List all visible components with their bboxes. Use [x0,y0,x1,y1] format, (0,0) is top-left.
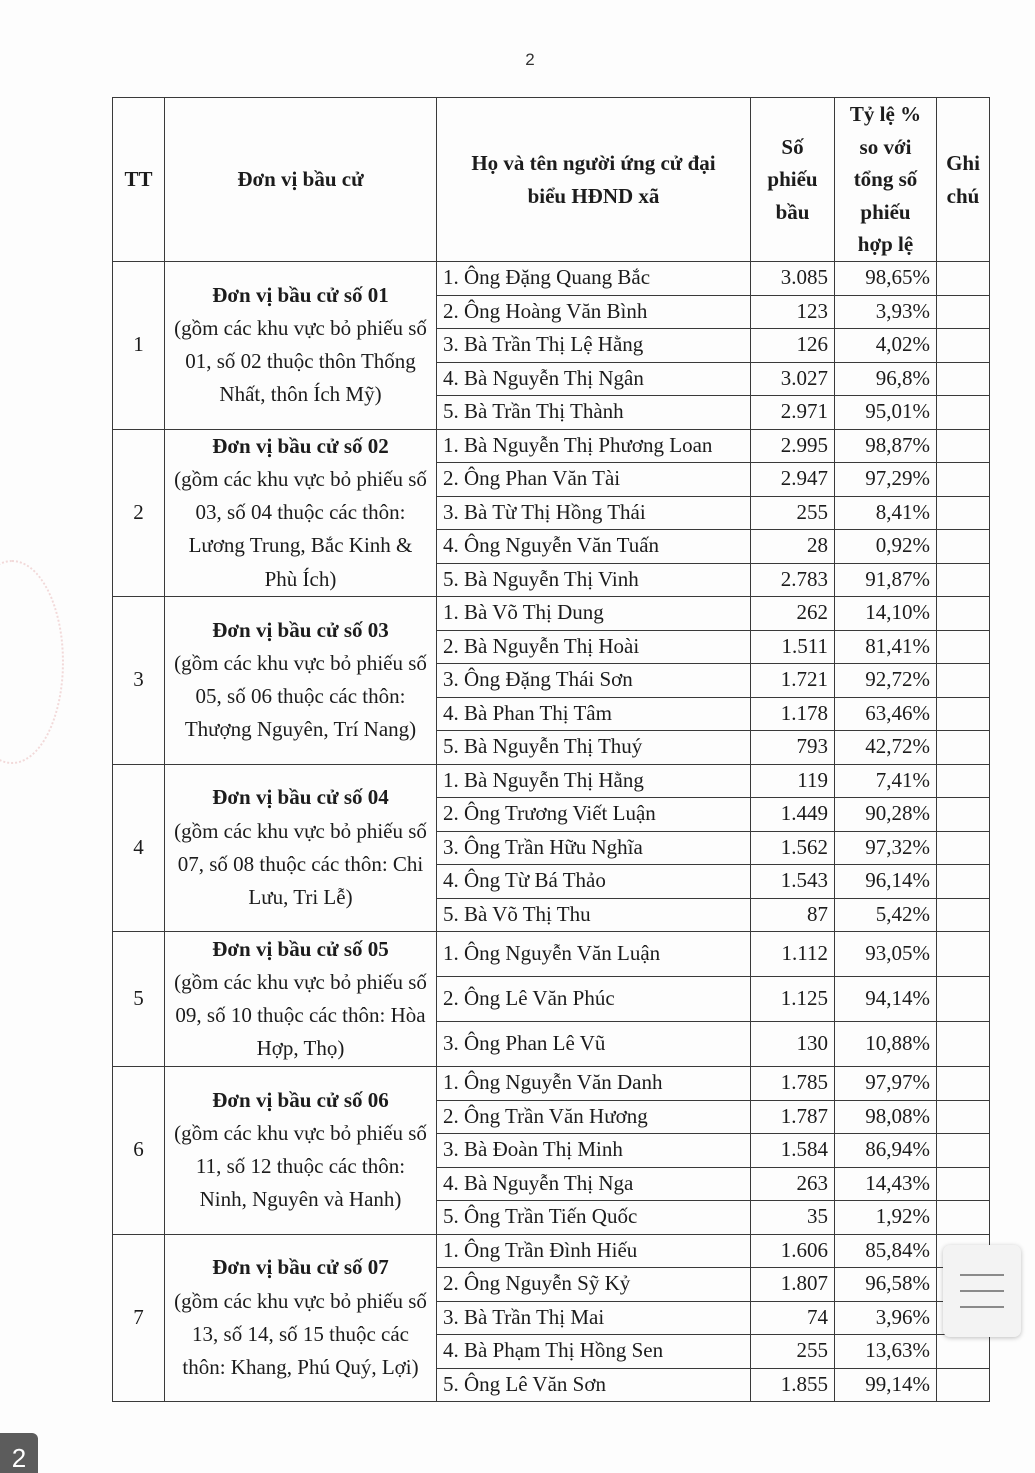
electoral-unit-title: Đơn vị bầu cử số 01 [212,282,389,307]
vote-percentage: 3,93% [835,295,937,329]
vote-count: 793 [751,731,835,765]
vote-count: 1.785 [751,1067,835,1101]
vote-percentage: 90,28% [835,798,937,832]
red-stamp-mark [0,560,64,764]
electoral-unit-description: (gồm các khu vực bỏ phiếu số 03, số 04 thuộc các thôn: Lương Trung, Bắc Kinh & Phù Ích) [174,466,427,591]
vote-percentage: 14,10% [835,597,937,631]
candidate-name: 2. Ông Hoàng Văn Bình [437,295,751,329]
vote-percentage: 14,43% [835,1167,937,1201]
electoral-unit-title: Đơn vị bầu cử số 06 [212,1087,389,1112]
candidate-name: 2. Ông Nguyễn Sỹ Kỷ [437,1268,751,1302]
vote-percentage: 91,87% [835,563,937,597]
candidate-name: 3. Bà Trần Thị Mai [437,1301,751,1335]
vote-count: 1.721 [751,664,835,698]
vote-percentage: 97,32% [835,831,937,865]
note-cell [937,1201,990,1235]
note-cell [937,1100,990,1134]
note-cell [937,329,990,363]
candidate-name: 3. Bà Từ Thị Hồng Thái [437,496,751,530]
vote-count: 1.584 [751,1134,835,1168]
electoral-unit [165,597,437,765]
vote-count: 28 [751,530,835,564]
menu-line-icon [960,1290,1004,1292]
candidate-name: 5. Bà Trần Thị Thành [437,396,751,430]
vote-count: 1.543 [751,865,835,899]
table-row [113,1067,990,1101]
vote-count: 87 [751,898,835,932]
candidate-name: 4. Bà Nguyễn Thị Nga [437,1167,751,1201]
vote-count: 1.562 [751,831,835,865]
note-cell [937,1067,990,1101]
candidate-name: 2. Bà Nguyễn Thị Hoài [437,630,751,664]
row-number: 7 [113,1234,165,1402]
vote-count: 2.995 [751,429,835,463]
vote-count: 1.606 [751,1234,835,1268]
candidate-name: 1. Ông Nguyễn Văn Luận [437,932,751,977]
note-cell [937,865,990,899]
candidate-name: 1. Ông Trần Đình Hiếu [437,1234,751,1268]
candidate-name: 2. Ông Phan Văn Tài [437,463,751,497]
row-number: 6 [113,1067,165,1235]
vote-percentage: 1,92% [835,1201,937,1235]
candidate-name: 5. Bà Nguyễn Thị Thuý [437,731,751,765]
electoral-unit [165,1234,437,1402]
vote-percentage: 63,46% [835,697,937,731]
note-cell [937,563,990,597]
vote-percentage: 95,01% [835,396,937,430]
page-number: 2 [525,50,535,69]
note-cell [937,664,990,698]
menu-line-icon [960,1306,1004,1308]
vote-count: 1.178 [751,697,835,731]
table-row [113,597,990,631]
row-number: 2 [113,429,165,597]
vote-percentage: 3,96% [835,1301,937,1335]
table-row [113,429,990,463]
candidate-name: 1. Bà Võ Thị Dung [437,597,751,631]
row-number: 3 [113,597,165,765]
electoral-unit-description: (gồm các khu vực bỏ phiếu số 07, số 08 thuộc các thôn: Chi Lưu, Tri Lễ) [174,818,427,909]
candidate-name: 3. Bà Trần Thị Lệ Hằng [437,329,751,363]
header-percentage: Tỷ lệ % so với tổng số phiếu hợp lệ [835,98,937,262]
vote-percentage: 42,72% [835,731,937,765]
note-cell [937,630,990,664]
table-row [113,1234,990,1268]
vote-percentage: 97,29% [835,463,937,497]
note-cell [937,429,990,463]
vote-percentage: 98,08% [835,1100,937,1134]
note-cell [937,262,990,296]
header-tt: TT [113,98,165,262]
vote-percentage: 13,63% [835,1335,937,1369]
table-header-row [113,98,990,262]
vote-count: 255 [751,1335,835,1369]
note-cell [937,1134,990,1168]
vote-count: 262 [751,597,835,631]
vote-percentage: 97,97% [835,1067,937,1101]
electoral-unit [165,932,437,1067]
vote-count: 1.125 [751,977,835,1022]
vote-percentage: 8,41% [835,496,937,530]
vote-percentage: 10,88% [835,1022,937,1067]
note-cell [937,295,990,329]
electoral-unit [165,1067,437,1235]
vote-percentage: 94,14% [835,977,937,1022]
electoral-unit-description: (gồm các khu vực bỏ phiếu số 13, số 14, số 15 thuộc các thôn: Khang, Phú Quý, Lợi) [174,1288,427,1379]
vote-percentage: 7,41% [835,764,937,798]
note-cell [937,697,990,731]
vote-count: 1.112 [751,932,835,977]
candidate-name: 5. Bà Nguyễn Thị Vinh [437,563,751,597]
vote-count: 2.783 [751,563,835,597]
electoral-unit [165,429,437,597]
note-cell [937,1368,990,1402]
vote-percentage: 5,42% [835,898,937,932]
vote-percentage: 96,8% [835,362,937,396]
vote-count: 35 [751,1201,835,1235]
vote-percentage: 81,41% [835,630,937,664]
note-cell [937,1167,990,1201]
vote-percentage: 99,14% [835,1368,937,1402]
note-cell [937,1022,990,1067]
floating-menu-button[interactable] [943,1245,1021,1337]
vote-percentage: 93,05% [835,932,937,977]
row-number: 1 [113,262,165,430]
electoral-unit-description: (gồm các khu vực bỏ phiếu số 01, số 02 thuộc thôn Thống Nhất, thôn Ích Mỹ) [174,316,427,407]
vote-count: 2.971 [751,396,835,430]
candidate-name: 1. Bà Nguyễn Thị Hằng [437,764,751,798]
vote-count: 1.511 [751,630,835,664]
vote-count: 123 [751,295,835,329]
note-cell [937,597,990,631]
table-row [113,262,990,296]
electoral-unit [165,764,437,932]
candidate-name: 5. Ông Lê Văn Sơn [437,1368,751,1402]
header-unit: Đơn vị bầu cử [165,98,437,262]
note-cell [937,831,990,865]
electoral-unit-title: Đơn vị bầu cử số 04 [212,785,389,810]
row-number: 4 [113,764,165,932]
note-cell [937,932,990,977]
candidate-name: 3. Ông Phan Lê Vũ [437,1022,751,1067]
candidate-name: 4. Ông Từ Bá Thảo [437,865,751,899]
page-indicator-badge[interactable]: 2 [0,1433,38,1473]
vote-percentage: 96,14% [835,865,937,899]
table-row [113,932,990,977]
menu-line-icon [960,1274,1004,1276]
vote-percentage: 98,87% [835,429,937,463]
candidate-name: 4. Ông Nguyễn Văn Tuấn [437,530,751,564]
vote-percentage: 85,84% [835,1234,937,1268]
electoral-unit [165,262,437,430]
vote-count: 1.449 [751,798,835,832]
header-note: Ghi chú [937,98,990,262]
vote-percentage: 98,65% [835,262,937,296]
note-cell [937,463,990,497]
candidate-name: 1. Ông Nguyễn Văn Danh [437,1067,751,1101]
note-cell [937,496,990,530]
vote-percentage: 0,92% [835,530,937,564]
electoral-unit-title: Đơn vị bầu cử số 02 [212,433,389,458]
vote-count: 3.027 [751,362,835,396]
vote-count: 130 [751,1022,835,1067]
table-row [113,764,990,798]
note-cell [937,731,990,765]
vote-count: 74 [751,1301,835,1335]
electoral-unit-title: Đơn vị bầu cử số 07 [212,1255,389,1280]
vote-percentage: 96,58% [835,1268,937,1302]
vote-count: 3.085 [751,262,835,296]
vote-count: 119 [751,764,835,798]
electoral-unit-description: (gồm các khu vực bỏ phiếu số 05, số 06 thuộc các thôn: Thượng Nguyên, Trí Nang) [174,651,427,742]
candidate-name: 2. Ông Trương Viết Luận [437,798,751,832]
vote-count: 1.807 [751,1268,835,1302]
note-cell [937,1335,990,1369]
note-cell [937,396,990,430]
election-results-table [112,97,990,1402]
electoral-unit-title: Đơn vị bầu cử số 03 [212,617,389,642]
note-cell [937,362,990,396]
electoral-unit-title: Đơn vị bầu cử số 05 [212,936,389,961]
electoral-unit-description: (gồm các khu vực bỏ phiếu số 11, số 12 thuộc các thôn: Ninh, Nguyên và Hanh) [174,1121,427,1212]
row-number: 5 [113,932,165,1067]
note-cell [937,898,990,932]
candidate-name: 3. Bà Đoàn Thị Minh [437,1134,751,1168]
candidate-name: 1. Ông Đặng Quang Bắc [437,262,751,296]
note-cell [937,530,990,564]
candidate-name: 3. Ông Trần Hữu Nghĩa [437,831,751,865]
vote-percentage: 86,94% [835,1134,937,1168]
candidate-name: 4. Bà Phan Thị Tâm [437,697,751,731]
electoral-unit-description: (gồm các khu vực bỏ phiếu số 09, số 10 thuộc các thôn: Hòa Hợp, Thọ) [174,969,427,1061]
header-votes: Số phiếu bầu [751,98,835,262]
candidate-name: 5. Ông Trần Tiến Quốc [437,1201,751,1235]
note-cell [937,977,990,1022]
vote-count: 126 [751,329,835,363]
vote-percentage: 4,02% [835,329,937,363]
candidate-name: 1. Bà Nguyễn Thị Phương Loan [437,429,751,463]
candidate-name: 3. Ông Đặng Thái Sơn [437,664,751,698]
vote-count: 255 [751,496,835,530]
vote-count: 263 [751,1167,835,1201]
note-cell [937,798,990,832]
candidate-name: 4. Bà Nguyễn Thị Ngân [437,362,751,396]
note-cell [937,764,990,798]
candidate-name: 5. Bà Võ Thị Thu [437,898,751,932]
vote-count: 2.947 [751,463,835,497]
vote-percentage: 92,72% [835,664,937,698]
header-candidate-name: Họ và tên người ứng cử đại biểu HĐND xã [437,98,751,262]
vote-count: 1.787 [751,1100,835,1134]
candidate-name: 2. Ông Trần Văn Hương [437,1100,751,1134]
vote-count: 1.855 [751,1368,835,1402]
candidate-name: 2. Ông Lê Văn Phúc [437,977,751,1022]
candidate-name: 4. Bà Phạm Thị Hồng Sen [437,1335,751,1369]
table-body [113,262,990,1402]
